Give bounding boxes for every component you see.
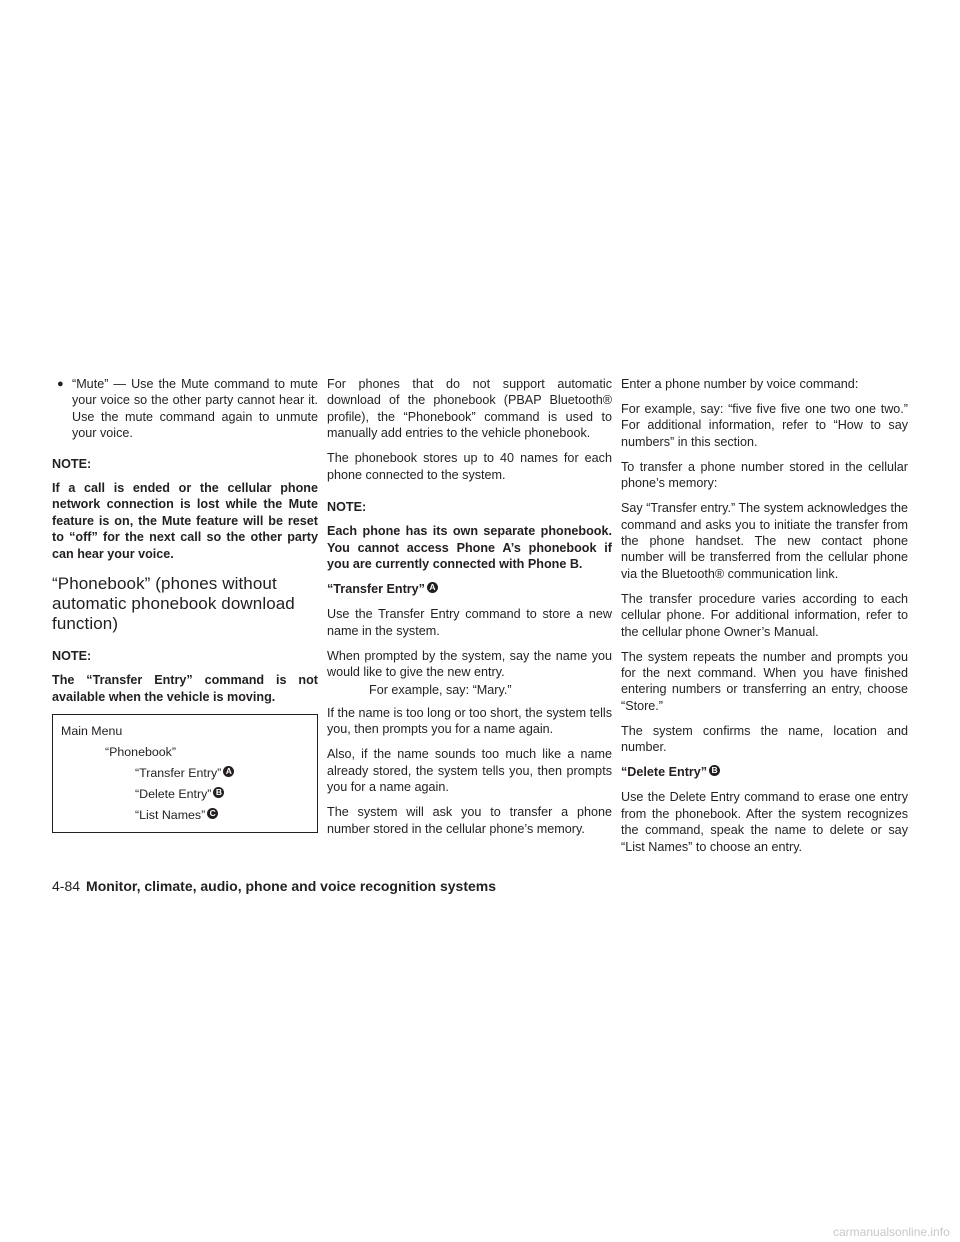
paragraph: The system repeats the number and prompts you for the next command. When you have finished entering numbers or transferring an entry, choose “Store.” xyxy=(621,649,908,713)
badge-a-icon: A xyxy=(427,582,438,593)
note-text: Each phone has its own separate phonebook. You cannot access Phone A’s phonebook if you are currently connected with Phone B. xyxy=(327,524,612,572)
menu-item-list-names: “List Names” C xyxy=(61,805,317,826)
paragraph: Use the Transfer Entry command to store a new name in the system. xyxy=(327,607,612,638)
delete-entry-heading: “Delete Entry” B xyxy=(621,764,908,780)
note-text: If a call is ended or the cellular phone network connection is lost while the Mute feature is on, the Mute feature will be reset to “off” for the next call so the other party can hear your voice. xyxy=(52,481,318,561)
column-middle xyxy=(327,376,612,846)
paragraph: The transfer procedure varies according to each cellular phone. For additional information, refer to the cellular phone Owner’s Manual. xyxy=(621,591,908,639)
paragraph: The system confirms the name, location and number. xyxy=(621,723,908,755)
paragraph: The system will ask you to transfer a phone number stored in the cellular phone’s memory. xyxy=(327,805,612,836)
section-heading: “Phonebook” (phones without automatic phonebook download function) xyxy=(52,574,295,634)
paragraph: If the name is too long or too short, the system tells you, then prompts you for a name again. xyxy=(327,705,612,737)
badge-a-icon: A xyxy=(223,766,234,777)
bullet-mute-text: “Mute” — Use the Mute command to mute your voice so the other party cannot hear it. Use the mute command again to unmute your voice. xyxy=(72,377,318,441)
transfer-entry-heading: “Transfer Entry” A xyxy=(327,581,612,597)
note-label: NOTE: xyxy=(327,500,367,515)
note-text: The “Transfer Entry” command is not available when the vehicle is moving. xyxy=(52,673,318,704)
paragraph: For example, say: “five five five one two one two.” For additional information, refer to “How to say numbers” in this section. xyxy=(621,402,908,449)
footer-title: Monitor, climate, audio, phone and voice recognition systems xyxy=(86,878,496,894)
note-label: NOTE: xyxy=(52,649,92,664)
note-label: NOTE: xyxy=(52,456,92,471)
example-text: For example, say: “Mary.” xyxy=(369,683,512,698)
menu-tree-box xyxy=(52,714,318,833)
menu-level1: “Phonebook” xyxy=(105,744,176,759)
paragraph: Also, if the name sounds too much like a name already stored, the system tells you, then prompts you for a name again. xyxy=(327,747,612,795)
paragraph: The phonebook stores up to 40 names for each phone connected to the system. xyxy=(327,451,612,482)
column-right xyxy=(621,376,908,864)
watermark: carmanualsonline.info xyxy=(833,1225,950,1239)
paragraph: Enter a phone number by voice command: xyxy=(621,377,859,391)
paragraph: To transfer a phone number stored in the cellular phone’s memory: xyxy=(621,459,908,491)
paragraph: When prompted by the system, say the name you would like to give the new entry. xyxy=(327,648,612,680)
page-footer xyxy=(52,877,496,895)
menu-root: Main Menu xyxy=(61,723,123,738)
badge-c-icon: C xyxy=(207,808,218,819)
badge-b-icon: B xyxy=(709,765,720,776)
paragraph: Use the Delete Entry command to erase one entry from the phonebook. After the system recognizes the command, speak the name to delete or say “List Names” to choose an entry. xyxy=(621,790,908,854)
bullet-dot-icon: ● xyxy=(57,378,64,390)
paragraph: Say “Transfer entry.” The system acknowledges the command and asks you to initiate the transfer from the phone handset. The new contact phone number will be transferred from the cellular phone via the Bluetooth® communication link. xyxy=(621,501,908,581)
badge-b-icon: B xyxy=(213,787,224,798)
page-number: 4-84 xyxy=(52,878,81,894)
paragraph: For phones that do not support automatic download of the phonebook (PBAP Bluetooth® profile), the “Phonebook” command is used to manually add entries to the vehicle phonebook. xyxy=(327,377,612,441)
column-left xyxy=(52,376,318,833)
menu-item-delete-entry: “Delete Entry” B xyxy=(61,784,317,805)
menu-item-transfer-entry: “Transfer Entry” A xyxy=(61,763,317,784)
bullet-mute xyxy=(52,376,318,442)
